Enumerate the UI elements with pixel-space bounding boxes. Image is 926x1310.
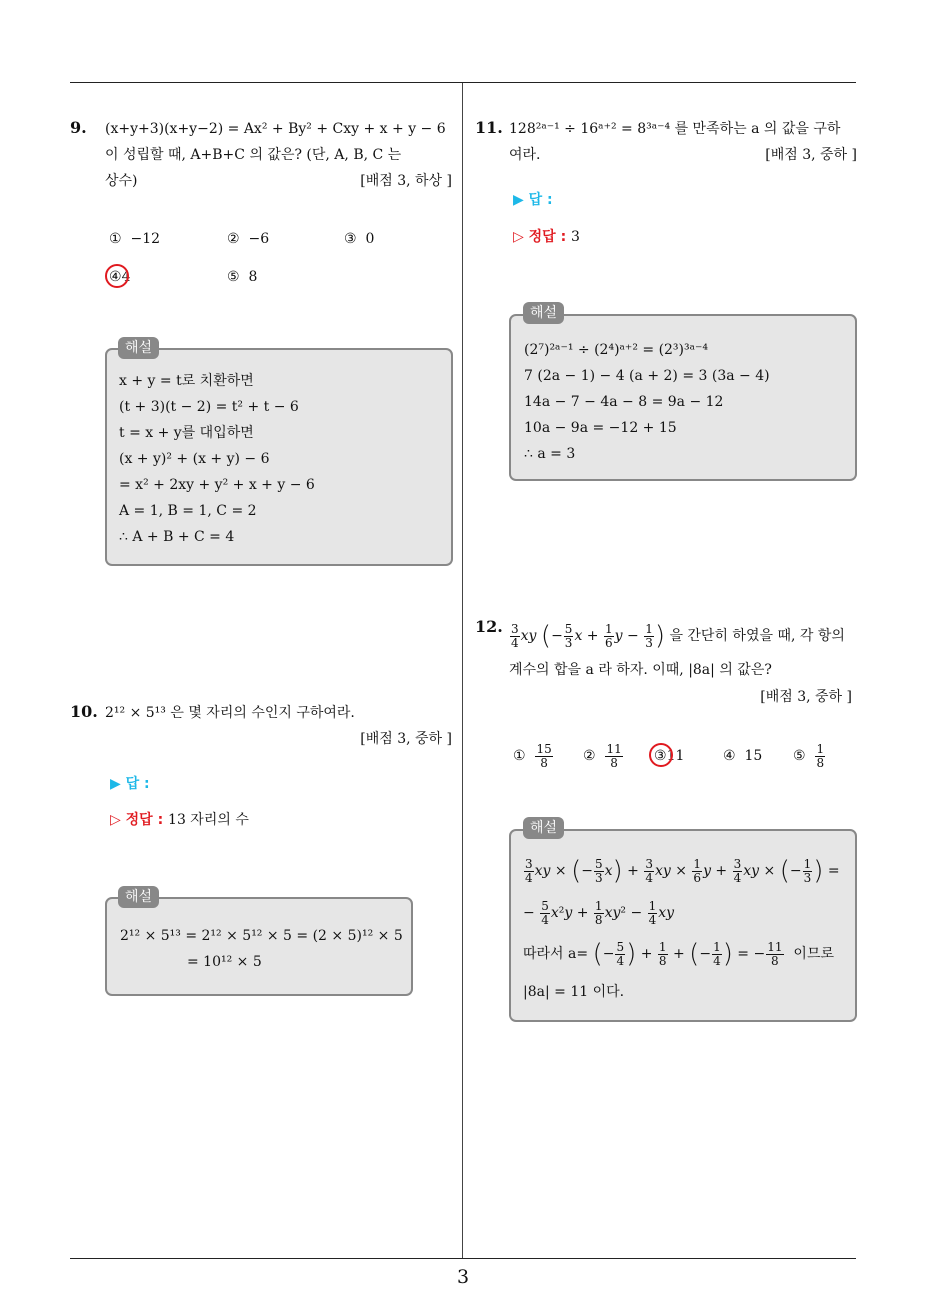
correct-answer-value: 13 자리의 수	[168, 812, 249, 828]
column-divider	[462, 83, 463, 1258]
choice-4[interactable]: ④ 15	[723, 748, 763, 764]
choice-5[interactable]: ⑤ 8	[227, 269, 258, 285]
solution-line: |8a| = 11 이다.	[523, 984, 625, 1000]
fraction: $\frac{5}{3}$	[564, 621, 573, 650]
question-line: (x+y+3)(x+y−2) = Ax² + By² + Cxy + x + y − 6	[105, 121, 446, 137]
correct-answer-label: ▷ 정답 :	[110, 812, 164, 828]
answer-input-label[interactable]: ▶ 답 :	[513, 192, 553, 208]
choice-3[interactable]: ③11	[654, 748, 685, 764]
question-line: 을 간단히 하였을 때, 각 항의	[669, 628, 845, 644]
solution-tag: 해설	[118, 886, 159, 908]
question-line: 계수의 합을 a 라 하자. 이때, |8a| 의 값은?	[509, 662, 772, 678]
solution-box	[105, 897, 413, 996]
fraction: $\frac{3}{4}$	[511, 621, 519, 650]
solution-line: A = 1, B = 1, C = 2	[119, 503, 257, 519]
selected-answer-mark	[649, 743, 673, 767]
question-number: 10.	[70, 702, 98, 721]
points-label: [배점 3, 중하 ]	[765, 147, 857, 163]
solution-line: (2⁷)²ᵃ⁻¹ ÷ (2⁴)ᵃ⁺² = (2³)³ᵃ⁻⁴	[524, 342, 709, 358]
choice-2[interactable]: ② $\frac{11}{8}$	[583, 741, 622, 770]
solution-line: x + y = t로 치환하면	[119, 373, 254, 389]
solution-line: = 10¹² × 5	[187, 954, 262, 970]
solution-line: 2¹² × 5¹³ = 2¹² × 5¹² × 5 = (2 × 5)¹² × 5	[120, 928, 403, 944]
solution-line: ∴ A + B + C = 4	[119, 529, 235, 545]
solution-tag: 해설	[118, 337, 159, 359]
solution-tag: 해설	[523, 302, 564, 324]
solution-box	[509, 314, 857, 481]
choice-5[interactable]: ⑤ $\frac{1}{8}$	[793, 741, 825, 770]
solution-line: − $\frac{5}{4}$ x²y + $\frac{1}{8}$ xy² − $\frac{1}{4}$ xy	[523, 898, 675, 927]
solution-line: 따라서 a= (− $\frac{5}{4}$ ) + $\frac{1}{8}$ + (− $\frac{1}{4}$ ) = − $\frac{11}{8}$ 이므로	[523, 939, 834, 969]
solution-line: (x + y)² + (x + y) − 6	[119, 451, 270, 467]
solution-line: 7 (2a − 1) − 4 (a + 2) = 3 (3a − 4)	[524, 368, 770, 384]
paren: (	[540, 621, 552, 651]
correct-answer-label: ▷ 정답 :	[513, 229, 567, 245]
question-line: 상수)	[105, 173, 138, 189]
choice-4[interactable]: ④4	[109, 269, 131, 285]
bottom-rule	[70, 1258, 856, 1259]
solution-line: 14a − 7 − 4a − 8 = 9a − 12	[524, 394, 724, 410]
selected-answer-mark	[105, 264, 129, 288]
correct-answer	[513, 227, 580, 247]
correct-answer-value: 3	[571, 229, 580, 245]
question-expression: $\frac{3}{4}$ xy (− $\frac{5}{3}$ x + $\frac{1}{6}$ y − $\frac{1}{3}$ ) 을 간단히 하였을 때, 각 항의	[511, 621, 845, 651]
solution-line: $\frac{3}{4}$ xy × (− $\frac{5}{3}$ x) + $\frac{3}{4}$ xy × $\frac{1}{6}$ y + $\frac{3}{4}$ xy × (− $\frac{1}{3}$ ) =	[525, 856, 840, 886]
solution-box	[105, 348, 453, 566]
choice-3[interactable]: ③ 0	[344, 231, 375, 247]
solution-line: ∴ a = 3	[524, 446, 576, 462]
solution-line: t = x + y를 대입하면	[119, 425, 254, 441]
solution-line: (t + 3)(t − 2) = t² + t − 6	[119, 399, 299, 415]
points-label: [배점 3, 중하 ]	[360, 731, 452, 747]
question-line: 2¹² × 5¹³ 은 몇 자리의 수인지 구하여라.	[105, 705, 355, 721]
paren: )	[654, 621, 665, 651]
correct-answer	[110, 810, 249, 830]
page-number: 3	[456, 1266, 470, 1288]
points-label: [배점 3, 하상 ]	[360, 173, 452, 189]
solution-line: 10a − 9a = −12 + 15	[524, 420, 677, 436]
question-line: 이 성립할 때, A+B+C 의 값은? (단, A, B, C 는	[105, 147, 402, 163]
question-number: 9.	[70, 118, 87, 137]
choice-1[interactable]: ① −12	[109, 231, 161, 247]
points-label: [배점 3, 중하 ]	[760, 689, 852, 705]
fraction: $\frac{1}{6}$	[604, 621, 613, 650]
choice-2[interactable]: ② −6	[227, 231, 270, 247]
choice-1[interactable]: ① $\frac{15}{8}$	[513, 741, 552, 770]
solution-tag: 해설	[523, 817, 564, 839]
answer-input-label[interactable]: ▶ 답 :	[110, 776, 150, 792]
solution-line: = x² + 2xy + y² + x + y − 6	[119, 477, 315, 493]
question-line: 여라.	[509, 147, 541, 163]
question-number: 12.	[475, 617, 503, 636]
top-rule	[70, 82, 856, 83]
fraction: $\frac{1}{3}$	[645, 621, 653, 650]
question-line: 128²ᵃ⁻¹ ÷ 16ᵃ⁺² = 8³ᵃ⁻⁴ 를 만족하는 a 의 값을 구하	[509, 121, 841, 137]
solution-box	[509, 829, 857, 1022]
question-number: 11.	[475, 118, 503, 137]
